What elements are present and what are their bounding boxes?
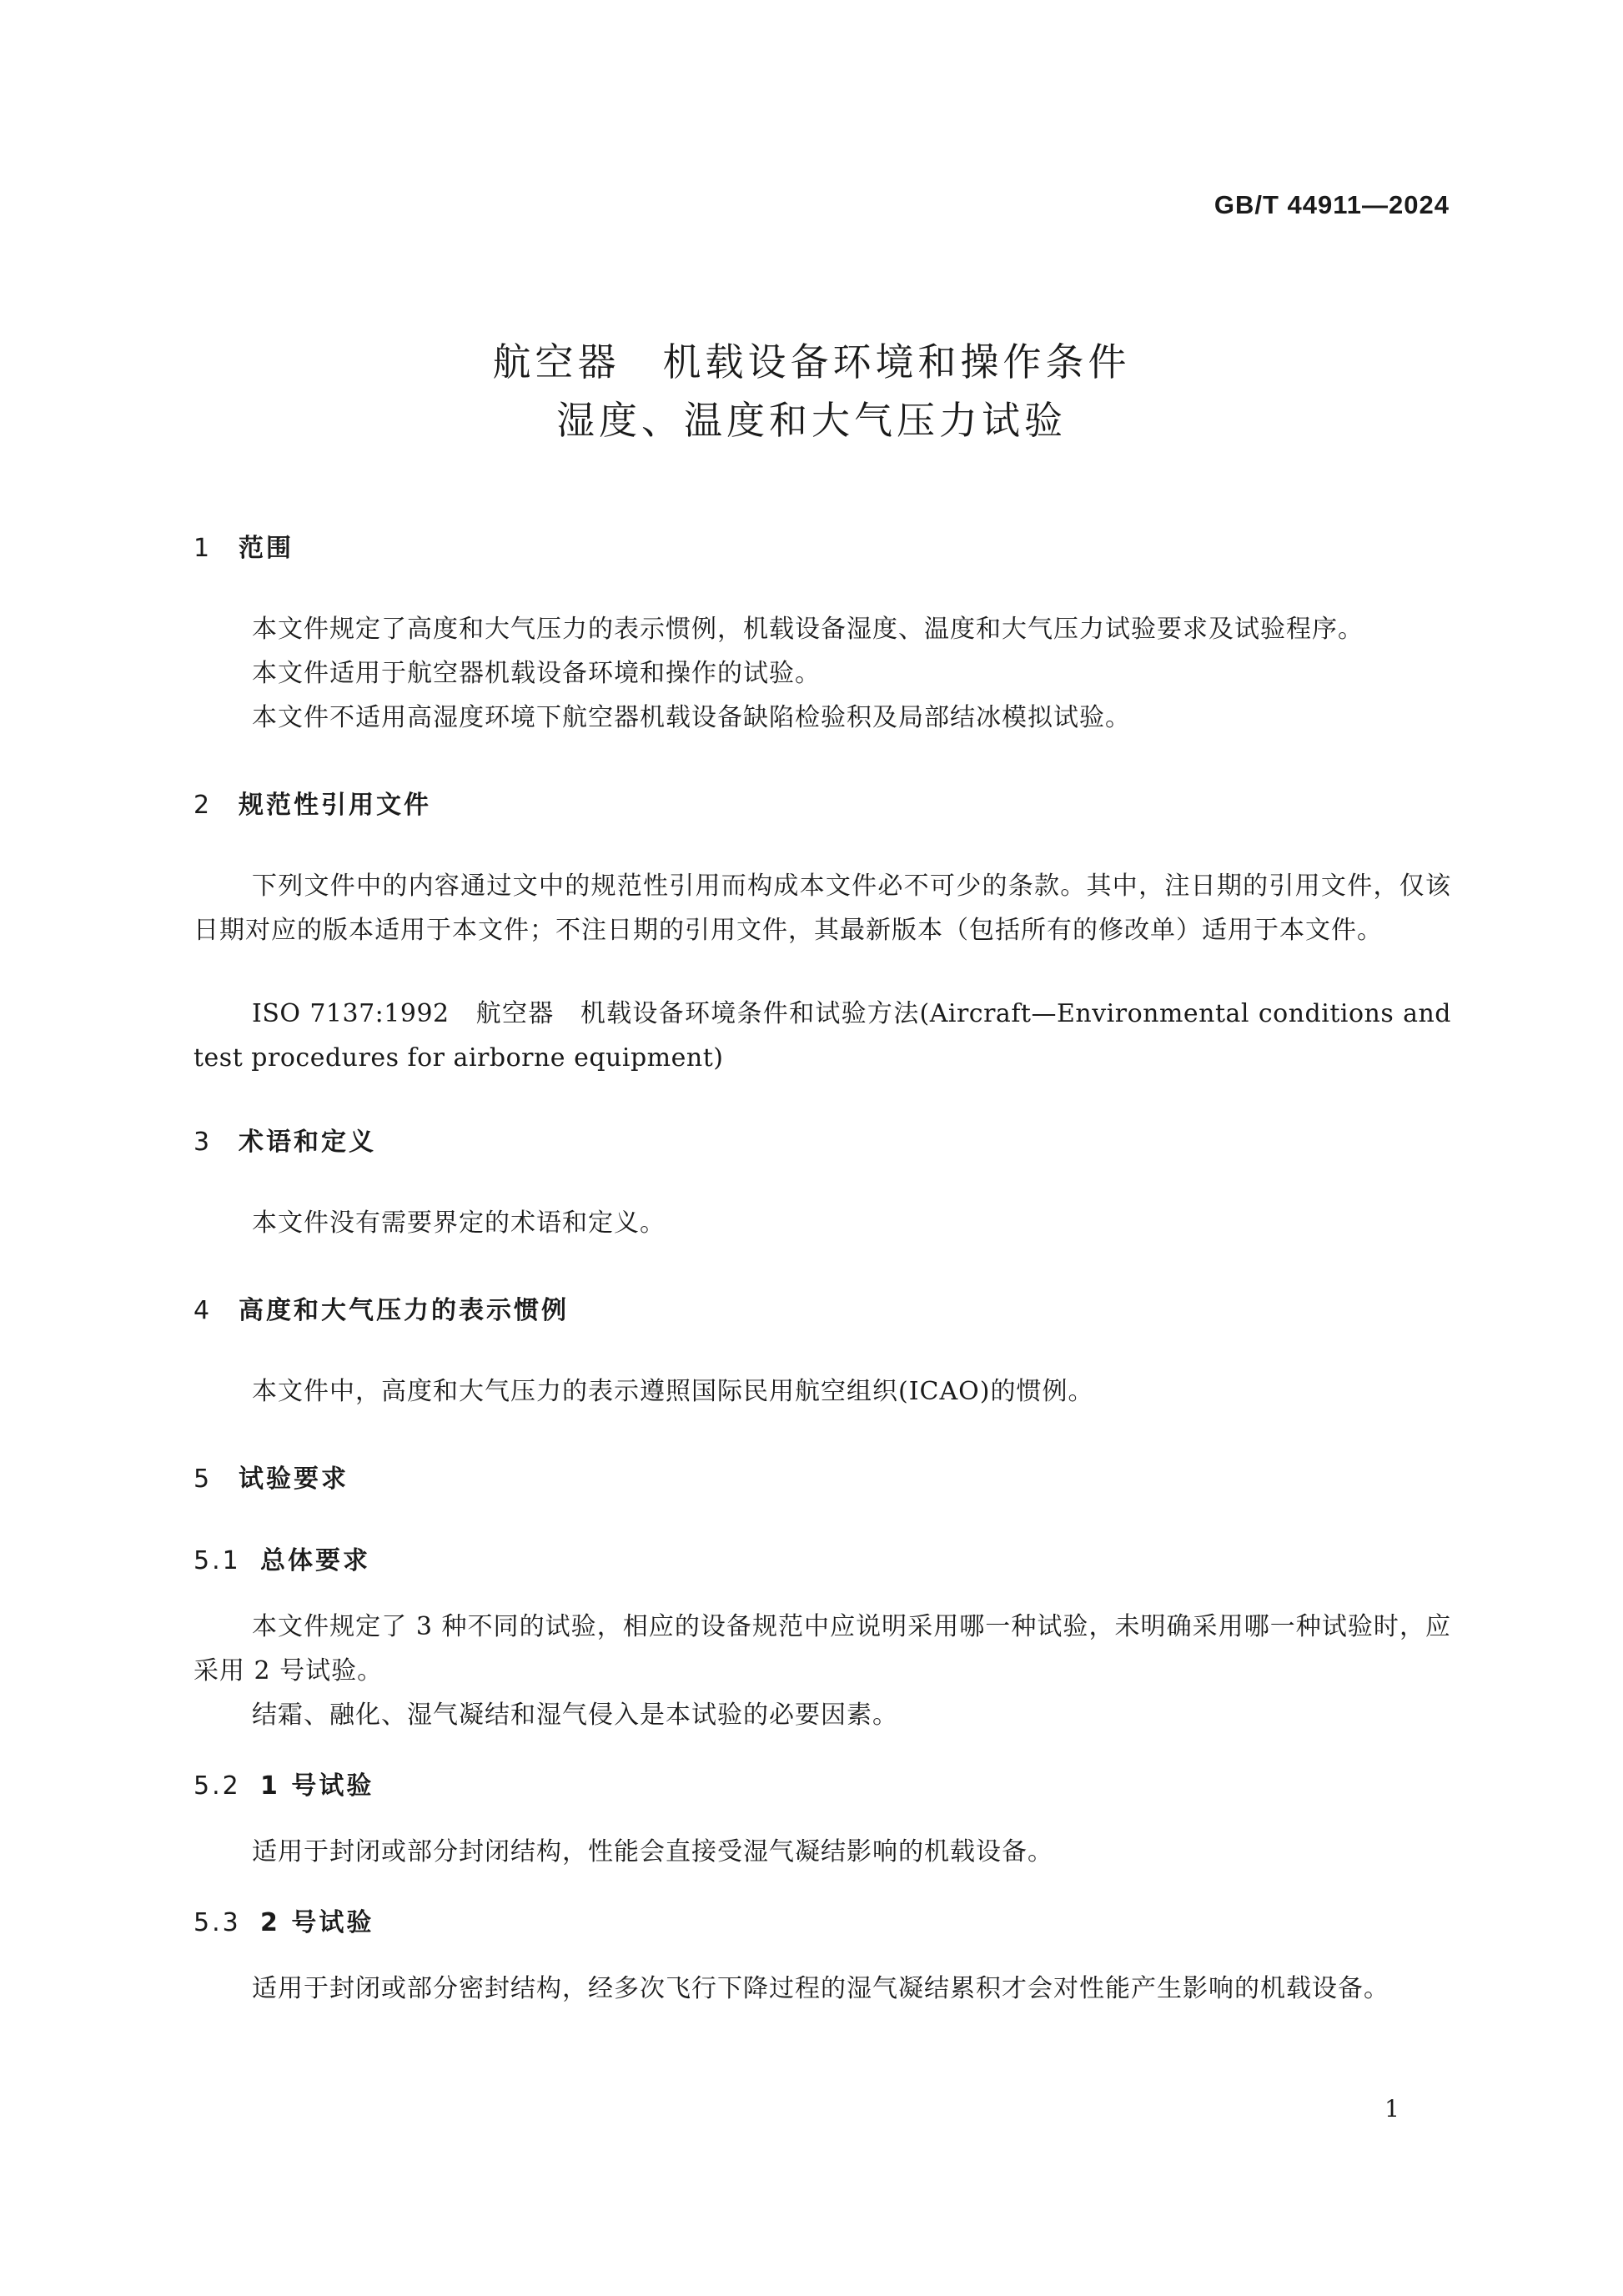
paragraph: 结霜、融化、湿气凝结和湿气侵入是本试验的必要因素。 xyxy=(252,1701,898,1730)
paragraph: 本文件中，高度和大气压力的表示遵照国际民用航空组织(ICAO)的惯例。 xyxy=(252,1377,1094,1406)
document-title-line-1: 航空器 机载设备环境和操作条件 xyxy=(492,339,1131,384)
section-1-heading xyxy=(193,527,294,564)
section-number: 5 xyxy=(193,1465,213,1494)
subsection-5-2-heading xyxy=(193,1765,374,1801)
paragraph: 下列文件中的内容通过文中的规范性引用而构成本文件必不可少的条款。其中，注日期的引用文件，仅该日期对应的版本适用于本文件；不注日期的引用文件，其最新版本（包括所有的修改单）适用于本文件。 xyxy=(193,872,1451,945)
section-title: 术语和定义 xyxy=(239,1128,376,1157)
section-title: 高度和大气压力的表示惯例 xyxy=(239,1296,569,1325)
paragraph: 适用于封闭或部分密封结构，经多次飞行下降过程的湿气凝结累积才会对性能产生影响的机载设备。 xyxy=(252,1974,1389,2003)
section-5-heading xyxy=(193,1458,349,1495)
paragraph: 本文件没有需要界定的术语和定义。 xyxy=(252,1208,666,1238)
subsection-5-3-heading xyxy=(193,1902,374,1938)
section-number: 2 xyxy=(193,791,213,820)
paragraph: 适用于封闭或部分封闭结构，性能会直接受湿气凝结影响的机载设备。 xyxy=(252,1837,1053,1866)
section-2-heading xyxy=(193,784,431,821)
subsection-title: 总体要求 xyxy=(260,1546,370,1575)
section-number: 3 xyxy=(193,1128,213,1157)
section-number: 1 xyxy=(193,534,213,563)
document-title-line-2: 湿度、温度和大气压力试验 xyxy=(556,398,1067,443)
subsection-title: 2 号试验 xyxy=(260,1908,374,1937)
section-title: 范围 xyxy=(239,534,294,563)
subsection-number: 5.1 xyxy=(193,1546,241,1575)
section-title: 试验要求 xyxy=(239,1465,349,1494)
section-3-heading xyxy=(193,1121,376,1158)
section-number: 4 xyxy=(193,1296,213,1325)
page-number: 1 xyxy=(1384,2095,1399,2123)
paragraph: 本文件规定了 3 种不同的试验，相应的设备规范中应说明采用哪一种试验，未明确采用哪一种试验时，应采用 2 号试验。 xyxy=(193,1612,1451,1686)
paragraph: 本文件规定了高度和大气压力的表示惯例，机载设备湿度、温度和大气压力试验要求及试验程序。 xyxy=(252,615,1364,644)
subsection-number: 5.2 xyxy=(193,1771,241,1801)
section-title: 规范性引用文件 xyxy=(239,791,431,820)
normative-reference: ISO 7137:1992 航空器 机载设备环境条件和试验方法(Aircraft—Environmental conditions and test procedures for airborne equipment) xyxy=(193,999,1451,1073)
section-4-heading xyxy=(193,1289,569,1326)
standard-number: GB/T 44911—2024 xyxy=(1213,190,1450,219)
paragraph: 本文件适用于航空器机载设备环境和操作的试验。 xyxy=(252,659,821,688)
subsection-number: 5.3 xyxy=(193,1908,241,1937)
paragraph: 本文件不适用高湿度环境下航空器机载设备缺陷检验积及局部结冰模拟试验。 xyxy=(252,703,1131,732)
subsection-5-1-heading xyxy=(193,1540,370,1576)
subsection-title: 1 号试验 xyxy=(260,1771,374,1801)
